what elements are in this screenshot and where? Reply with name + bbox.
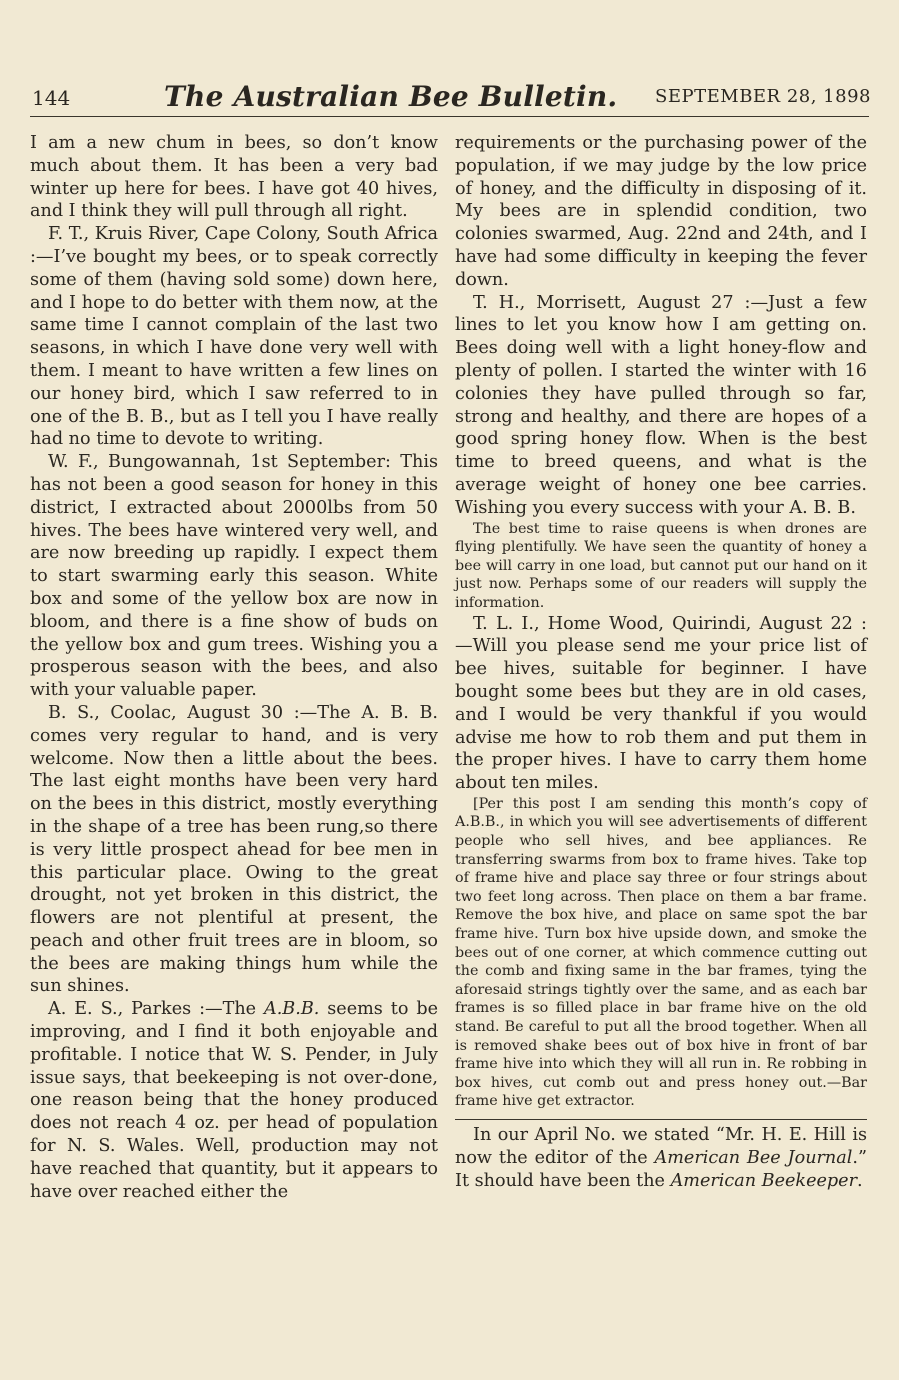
section-divider bbox=[455, 1119, 867, 1120]
editor-reply-queens: The best time to raise queens is when drones are flying plentifully. We have seen the quantity of honey a bee will carry in one load, but cannot put our hand on it just now. Perhaps some of our readers will supply the information. bbox=[455, 520, 867, 611]
letter-bs-coolac: B. S., Coolac, August 30 :—The A. B. B. comes very regular to hand, and is very welcome. Now then a little about the bees. The last eight months have been very hard on the bees in this district, mostly everything in the shape of a tree has been rung,so there is very little prospect ahead for bee men in this particular place. Owing to the great drought, not yet broken in this district, the flowers are not plentiful at present, the peach and other fruit trees are in bloom, so the bees are making things hum while the sun shines. bbox=[30, 702, 438, 997]
letter-aes-text-end: seems to be improving, and I find it both enjoyable and profitable. I notice that W. S. Pender, in July issue says, that beekeeping is not over-done, one reason being that the honey produced does not reach 4 oz. per head of population for N. S. Wales. Well, production may not have reached that quantity, but it appears to have over reached either the bbox=[30, 999, 439, 1202]
correction-text-2: .” It should have been the bbox=[455, 1147, 867, 1191]
letter-aes-continued: requirements or the purchasing power of the population, if we may judge by the low price of honey, and the difficulty in disposing of it. My bees are in splendid condition, two colonies swarmed, Aug. 22nd and 24th, and I have had some difficulty in keeping the fever down. bbox=[455, 133, 867, 290]
left-column bbox=[30, 132, 438, 1203]
correction-journal-1: American Bee Journal bbox=[654, 1147, 853, 1168]
page-header bbox=[30, 80, 871, 120]
correction-text-3: . bbox=[857, 1170, 863, 1191]
letter-aes-text-start: A. E. S., Parkes :—The bbox=[48, 999, 264, 1020]
letter-aes-parkes bbox=[30, 998, 438, 1203]
letter-continued: I am a new chum in bees, so don’t know much about them. It has been a very bad winter up here for bees. I have got 40 hives, and I think they will pull through all right. bbox=[30, 133, 438, 222]
correction-text-1: In our April No. we stated “Mr. H. E. Hill is now the editor of the bbox=[455, 1124, 867, 1168]
page-number: 144 bbox=[32, 86, 71, 110]
issue-date: SEPTEMBER 28, 1898 bbox=[655, 86, 871, 107]
letter-th-morrisett: T. H., Morrisett, August 27 :—Just a few lines to let you know how I am getting on. Bees doing well with a light honey-flow and plenty of pollen. I started the winter with 16 colonies they have pulled through so far, strong and healthy, and there are hopes of a good spring honey flow. When is the best time to breed queens, and what is the average weight of honey one bee carries. Wishing you every success with your A. B. B. bbox=[455, 292, 867, 518]
header-rule bbox=[30, 116, 869, 117]
letter-wf-bungowannah: W. F., Bungowannah, 1st September: This has not been a good season for honey in this district, I extracted about 2000lbs from 50 hives. The bees have wintered very well, and are now breeding up rapidly. I expect them to start swarming early this season. White box and some of the yellow box are now in bloom, and there is a fine show of buds on the yellow box and gum trees. Wishing you a prosperous season with the bees, and also with your valuable paper. bbox=[30, 452, 438, 701]
editorial-correction bbox=[455, 1124, 867, 1192]
right-column bbox=[455, 132, 867, 1192]
correction-journal-2: American Beekeeper bbox=[670, 1170, 857, 1191]
abb-italic: A.B.B. bbox=[264, 999, 320, 1020]
letter-tli-quirindi: T. L. I., Home Wood, Quirindi, August 22 : —Will you please send me your price list of bee hives, suitable for beginner. I have bought some bees but they are in old cases, and I would be very thankful if you would advise me how to rob them and put them in the proper hives. I have to carry them home about ten miles. bbox=[455, 613, 867, 794]
letter-ft-kruis-river: F. T., Kruis River, Cape Colony, South Africa :—I’ve bought my bees, or to speak correctly some of them (having sold some) down here, and I hope to do better with them now, at the same time I cannot complain of the last two seasons, in which I have done very well with them. I meant to have written a few lines on our honey bird, which I saw referred to in one of the B. B., but as I tell you I have really had no time to devote to writing. bbox=[30, 224, 438, 450]
journal-title: The Australian Bee Bulletin. bbox=[164, 80, 618, 113]
editor-reply-transferring: [Per this post I am sending this month’s copy of A.B.B., in which you will see advertisements of different people who sell hives, and bee appliances. Re transferring swarms from box to frame hives. Take top of frame hive and place say three or four strings about two feet long across. Then place on them a bar frame. Remove the box hive, and place on same spot the bar frame hive. Turn box hive upside down, and smoke the bees out of one corner, at which commence cutting out the comb and fixing same in the bar frames, tying the aforesaid strings tightly over the same, and as each bar frames is so filled place in bar frame hive on the old stand. Be careful to put all the brood together. When all is removed shake bees out of box hive in front of bar frame hive into which they will all run in. Re robbing in box hives, cut comb out and press honey out.—Bar frame hive get extractor. bbox=[455, 795, 867, 1110]
